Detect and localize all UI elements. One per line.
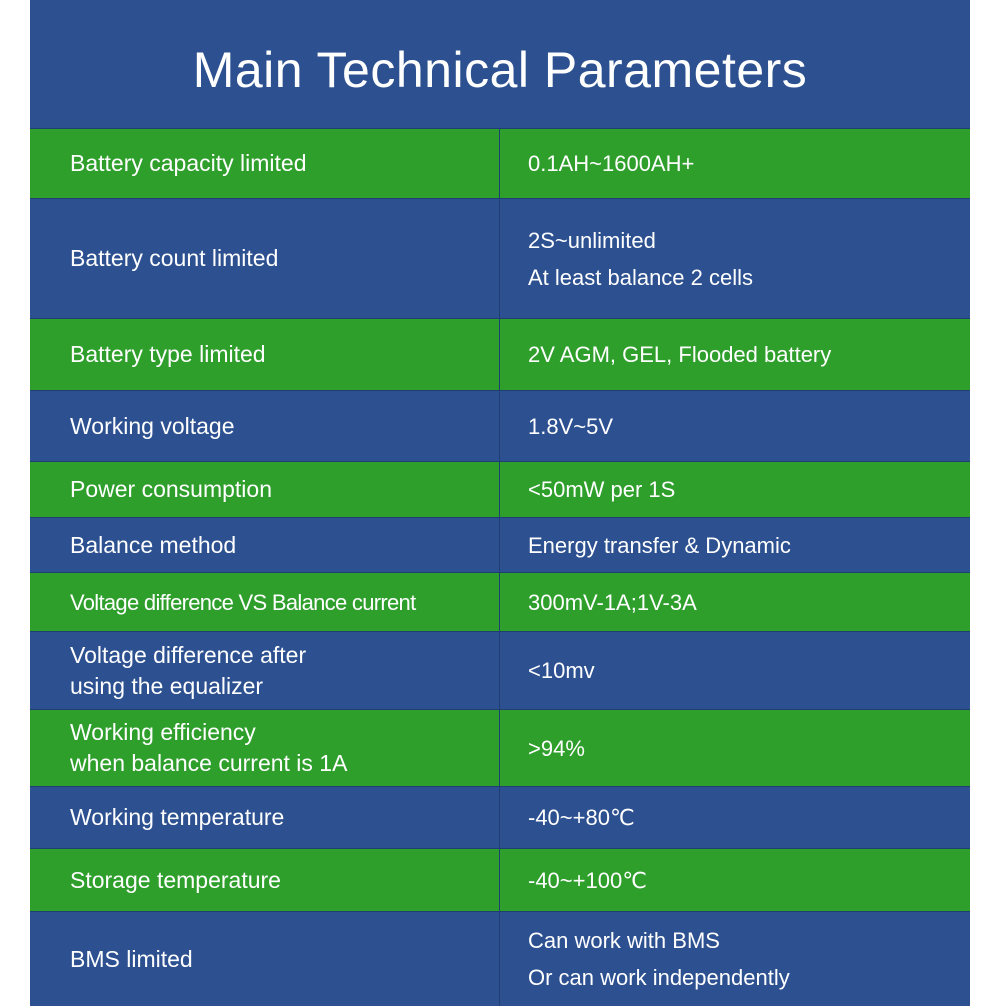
parameter-name: Working efficiency: [70, 719, 256, 745]
parameters-sheet: [30, 0, 970, 1006]
parameter-value: >94%: [528, 735, 585, 761]
parameter-value-cell: [500, 710, 970, 786]
parameter-name: when balance current is 1A: [70, 750, 348, 776]
parameter-name: BMS limited: [70, 945, 193, 972]
table-row: [30, 572, 970, 631]
parameter-name: Battery count limited: [70, 245, 279, 271]
parameter-name-cell: [30, 462, 500, 517]
table-row: [30, 198, 970, 318]
table-row: [30, 517, 970, 572]
parameter-value: Energy transfer & Dynamic: [528, 532, 791, 558]
table-row: [30, 631, 970, 709]
parameter-value-cell: [500, 849, 970, 911]
table-row: [30, 911, 970, 1006]
page-title: Main Technical Parameters: [192, 42, 808, 98]
parameter-value: Or can work independently: [528, 965, 790, 990]
parameter-name-cell: [30, 632, 500, 709]
parameter-name: Balance method: [70, 531, 237, 558]
parameter-value-cell: [500, 391, 970, 461]
parameter-name-cell: [30, 710, 500, 786]
parameter-name-cell: [30, 912, 500, 1006]
parameter-value: 300mV-1A;1V-3A: [528, 589, 697, 615]
parameter-value-cell: [500, 912, 970, 1006]
parameter-value-cell: [500, 518, 970, 572]
parameter-value: At least balance 2 cells: [528, 264, 754, 290]
table-row: [30, 390, 970, 461]
table-row: [30, 318, 970, 390]
parameter-name-cell: [30, 391, 500, 461]
parameter-value-cell: [500, 462, 970, 517]
parameter-value-cell: [500, 787, 970, 848]
parameter-name: Battery capacity limited: [70, 150, 307, 176]
parameter-name: Working voltage: [70, 412, 235, 439]
parameter-name-cell: [30, 518, 500, 572]
parameter-name: Storage temperature: [70, 866, 281, 893]
parameter-name-cell: [30, 319, 500, 390]
table-row: [30, 848, 970, 911]
parameter-name: Voltage difference VS Balance current: [70, 589, 416, 615]
parameter-value: 0.1AH~1600AH+: [528, 151, 695, 176]
parameter-value: 1.8V~5V: [528, 413, 614, 439]
parameter-name: Voltage difference after: [70, 641, 307, 668]
parameter-name-cell: [30, 849, 500, 911]
parameter-name-cell: [30, 573, 500, 631]
parameter-value-cell: [500, 319, 970, 390]
parameter-value-cell: [500, 573, 970, 631]
header: [30, 0, 970, 128]
parameter-name: Working temperature: [70, 804, 285, 830]
parameter-value: <50mW per 1S: [528, 477, 676, 502]
parameter-name-cell: [30, 787, 500, 848]
parameter-name-cell: [30, 199, 500, 318]
parameter-value: 2V AGM, GEL, Flooded battery: [528, 342, 832, 367]
parameter-name: Power consumption: [70, 476, 272, 502]
parameter-value: -40~+100℃: [528, 867, 647, 893]
parameter-name: using the equalizer: [70, 672, 264, 699]
parameter-value: -40~+80℃: [528, 805, 635, 830]
table-row: [30, 709, 970, 786]
parameter-name: Battery type limited: [70, 341, 266, 367]
parameter-value: 2S~unlimited: [528, 227, 656, 253]
parameter-value-cell: [500, 632, 970, 709]
table-row: [30, 786, 970, 848]
parameter-value-cell: [500, 199, 970, 318]
table-row: [30, 461, 970, 517]
parameter-name-cell: [30, 129, 500, 198]
parameter-value-cell: [500, 129, 970, 198]
parameter-value: Can work with BMS: [528, 928, 720, 953]
table-row: [30, 128, 970, 198]
parameter-value: <10mv: [528, 658, 595, 683]
